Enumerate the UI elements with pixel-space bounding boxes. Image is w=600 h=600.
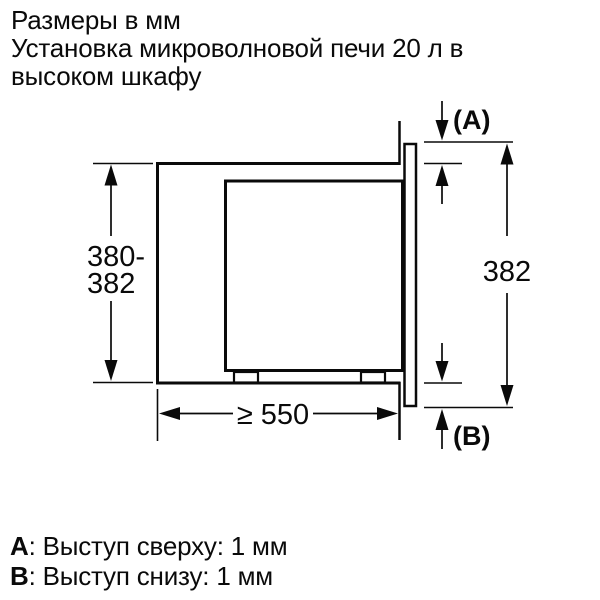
title-line-3: высоком шкафу bbox=[11, 61, 202, 91]
top-protrusion-label: (A) bbox=[453, 105, 491, 135]
bottom-protrusion-label: (B) bbox=[453, 421, 491, 451]
front-height-value: 382 bbox=[482, 256, 532, 288]
arrowhead-up bbox=[501, 144, 514, 165]
arrowhead-up bbox=[105, 165, 118, 186]
arrowhead-down bbox=[105, 360, 118, 381]
title-line-1: Размеры в мм bbox=[11, 5, 181, 35]
microwave-foot-right bbox=[361, 372, 385, 383]
legend-text-b: : Выступ снизу: 1 мм bbox=[28, 561, 273, 591]
legend-key-b: B bbox=[10, 561, 29, 591]
arrowhead-down bbox=[436, 120, 449, 141]
niche-height-value-line1: 380- bbox=[87, 241, 146, 273]
title-line-2: Установка микроволновой печи 20 л в bbox=[11, 33, 464, 63]
front-panel bbox=[405, 144, 417, 406]
legend-block bbox=[10, 531, 287, 591]
microwave-body bbox=[226, 181, 403, 371]
arrowhead-up bbox=[436, 165, 449, 186]
arrowhead-right bbox=[377, 407, 398, 420]
legend-text-a: : Выступ сверху: 1 мм bbox=[28, 531, 288, 561]
legend-item-a bbox=[10, 531, 287, 561]
min-depth-value: ≥ 550 bbox=[236, 399, 310, 431]
microwave-foot-left bbox=[234, 372, 258, 383]
arrowhead-up bbox=[436, 409, 449, 430]
arrowhead-left bbox=[159, 407, 180, 420]
arrowhead-down bbox=[501, 385, 514, 406]
legend-key-a: A bbox=[10, 531, 29, 561]
arrowhead-down bbox=[436, 361, 449, 382]
legend-item-b bbox=[10, 561, 287, 591]
niche-height-value-line2: 382 bbox=[87, 268, 136, 300]
